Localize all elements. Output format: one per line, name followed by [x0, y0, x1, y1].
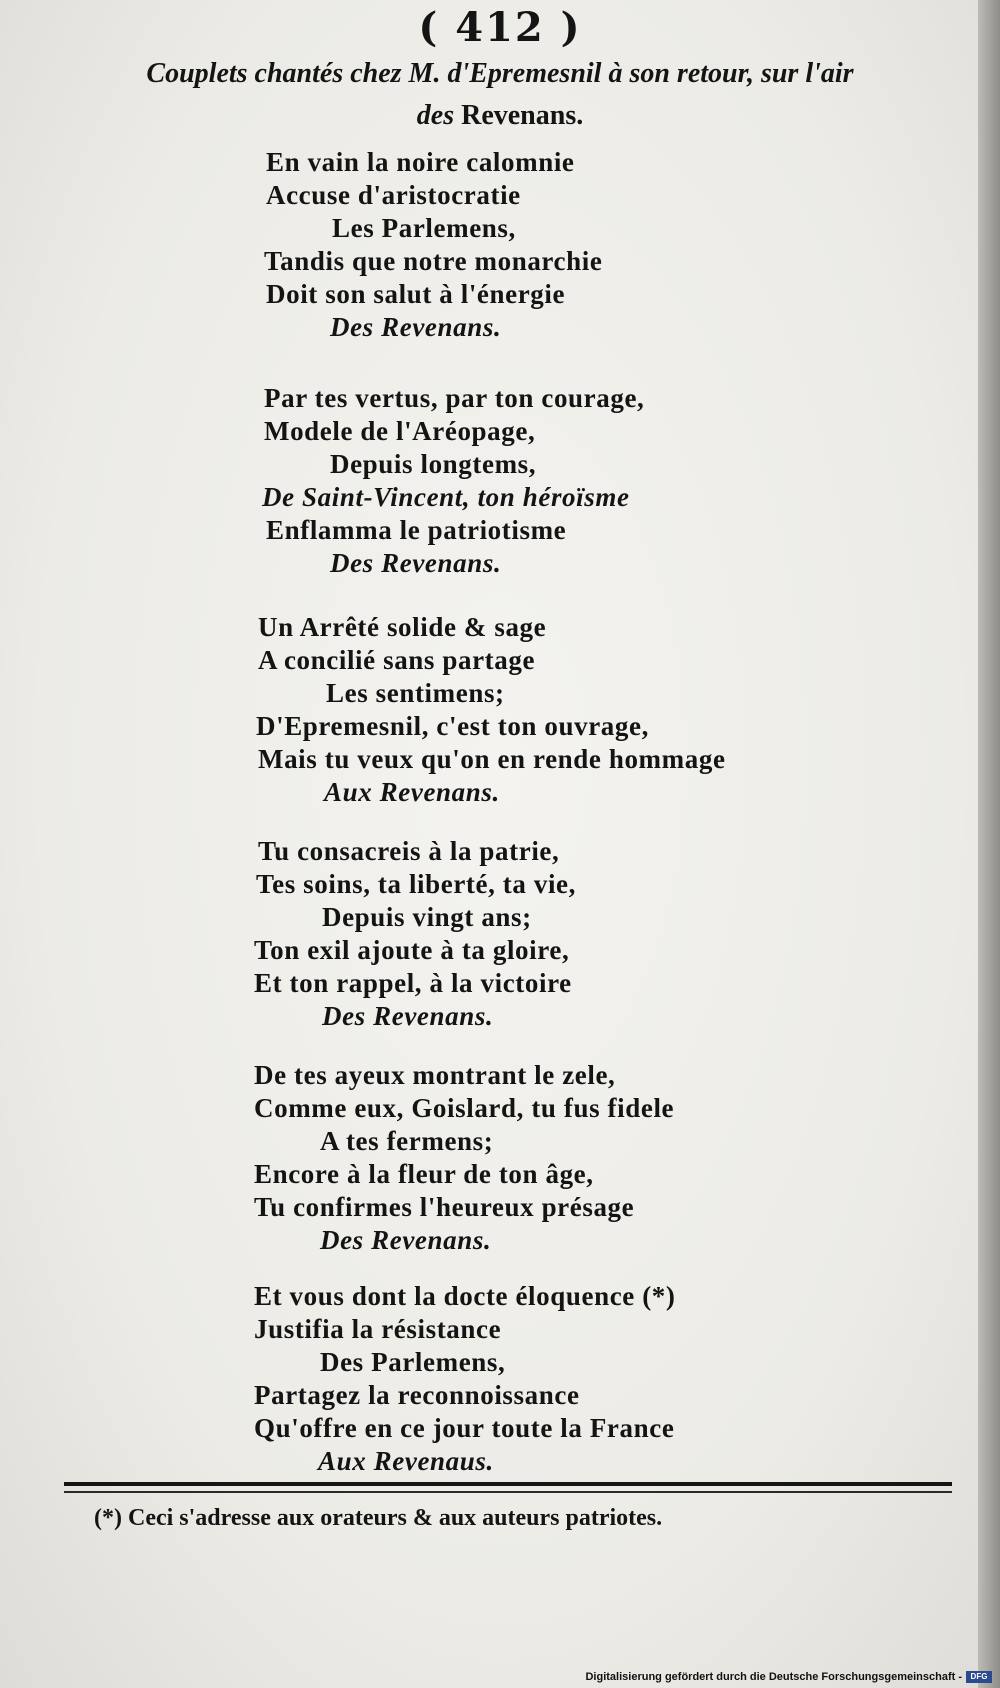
- verse-line: Modele de l'Aréopage,: [264, 416, 536, 446]
- verse-line: Des Parlemens,: [320, 1347, 506, 1377]
- verse-line: Tu consacreis à la patrie,: [258, 836, 560, 866]
- page-number: ( 412 ): [418, 4, 582, 51]
- verse-line: Partagez la reconnoissance: [254, 1380, 580, 1410]
- verse-line: Accuse d'aristocratie: [266, 180, 521, 210]
- page-edge-shadow: [978, 0, 1000, 1688]
- verse-line: A concilié sans partage: [258, 645, 536, 675]
- song-title: Couplets chantés chez M. d'Epremesnil à son retour, sur l'air: [146, 58, 854, 89]
- refrain-line: Des Revenans.: [330, 312, 502, 342]
- verse-line: De tes ayeux montrant le zele,: [254, 1060, 616, 1090]
- verse-line: Justifia la résistance: [254, 1314, 502, 1344]
- verse-line: Depuis longtems,: [330, 449, 537, 479]
- song-title-prefix: des: [416, 100, 455, 131]
- verse-line: Depuis vingt ans;: [322, 902, 532, 932]
- refrain-line: Aux Revenans.: [324, 777, 500, 807]
- verse-line: Enflamma le patriotisme: [266, 515, 567, 545]
- verse-line: Doit son salut à l'énergie: [266, 279, 566, 309]
- verse-line: Et vous dont la docte éloquence (*): [254, 1281, 676, 1311]
- song-title-continued: [0, 100, 1000, 132]
- verse-line: Tu confirmes l'heureux présage: [254, 1192, 635, 1222]
- footnote-separator: [64, 1482, 952, 1493]
- verse-line: Ton exil ajoute à ta gloire,: [254, 935, 570, 965]
- verse-line: De Saint-Vincent, ton héroïsme: [262, 482, 630, 512]
- verse-line: Les Parlemens,: [332, 213, 516, 243]
- refrain-line: Des Revenans.: [330, 548, 502, 578]
- verse-line: Les sentimens;: [326, 678, 505, 708]
- song-title-rest: Revenans.: [454, 100, 584, 131]
- refrain-line: Des Revenans.: [320, 1225, 492, 1255]
- verse-line: Et ton rappel, à la victoire: [254, 968, 572, 998]
- verse-line: Par tes vertus, par ton courage,: [264, 383, 645, 413]
- separator-rule-thick: [64, 1482, 952, 1486]
- refrain-line: Aux Revenaus.: [318, 1446, 494, 1476]
- verse-line: En vain la noire calomnie: [266, 147, 575, 177]
- refrain-line: Des Revenans.: [322, 1001, 494, 1031]
- verse-line: Comme eux, Goislard, tu fus fidele: [254, 1093, 675, 1123]
- footnote: (*) Ceci s'adresse aux orateurs & aux auteurs patriotes.: [94, 1505, 663, 1531]
- verse-line: Un Arrêté solide & sage: [258, 612, 547, 642]
- dfg-logo-icon: DFG: [966, 1671, 992, 1683]
- digitization-credit: [585, 1671, 992, 1683]
- verse-line: Tes soins, ta liberté, ta vie,: [256, 869, 576, 899]
- verse-line: Mais tu veux qu'on en rende hommage: [258, 744, 726, 774]
- verse-line: Encore à la fleur de ton âge,: [254, 1159, 594, 1189]
- verse-line: A tes fermens;: [320, 1126, 494, 1156]
- verse-line: Qu'offre en ce jour toute la France: [254, 1413, 675, 1443]
- credit-text: Digitalisierung gefördert durch die Deutsche Forschungsgemeinschaft -: [585, 1671, 962, 1683]
- verse-line: Tandis que notre monarchie: [264, 246, 603, 276]
- verse-line: D'Epremesnil, c'est ton ouvrage,: [256, 711, 649, 741]
- separator-rule-thin: [64, 1491, 952, 1493]
